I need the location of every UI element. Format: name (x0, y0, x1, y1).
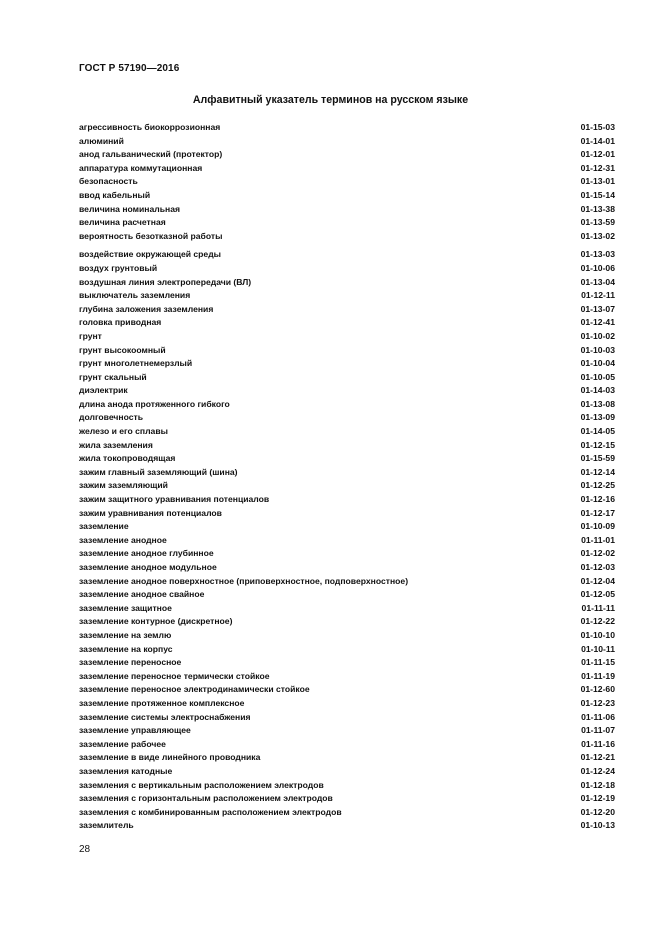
index-entry (79, 765, 615, 779)
index-entry (79, 588, 615, 602)
index-entry (79, 602, 615, 616)
index-term: заземления катодные (79, 765, 173, 776)
index-entry (79, 643, 615, 657)
index-entry (79, 670, 615, 684)
index-entry (79, 121, 615, 135)
index-entry (79, 148, 615, 162)
index-term: грунт высокоомный (79, 344, 166, 355)
index-code: 01-13-09 (580, 412, 615, 423)
index-entry (79, 330, 615, 344)
index-term: долговечность (79, 412, 143, 423)
index-entry (79, 289, 615, 303)
index-entry (79, 629, 615, 643)
index-entry (79, 411, 615, 425)
index-code: 01-12-23 (580, 697, 615, 708)
index-code: 01-11-16 (581, 738, 615, 749)
index-entry (79, 724, 615, 738)
index-term: безопасность (79, 176, 138, 187)
index-code: 01-10-10 (580, 629, 615, 640)
index-term: заземление на землю (79, 629, 172, 640)
index-code: 01-12-21 (580, 752, 615, 763)
index-code: 01-10-13 (580, 820, 615, 831)
index-term: заземление контурное (дискретное) (79, 616, 233, 627)
index-entry (79, 189, 615, 203)
index-entry (79, 711, 615, 725)
index-code: 01-12-02 (580, 548, 615, 559)
index-entry (79, 439, 615, 453)
index-term: заземление (79, 521, 129, 532)
index-term: алюминий (79, 135, 124, 146)
index-entry (79, 452, 615, 466)
index-term: заземления с горизонтальным расположением электродов (79, 793, 333, 804)
index-entry (79, 230, 615, 244)
index-term: воздушная линия электропередачи (ВЛ) (79, 276, 252, 287)
index-entry (79, 656, 615, 670)
index-code: 01-12-24 (580, 765, 615, 776)
index-term: заземление рабочее (79, 738, 166, 749)
index-term: величина номинальная (79, 203, 180, 214)
index-term: воздействие окружающей среды (79, 249, 222, 260)
index-entry (79, 520, 615, 534)
index-code: 01-15-59 (580, 453, 615, 464)
index-entry (79, 398, 615, 412)
index-code: 01-10-05 (580, 371, 615, 382)
index-entry (79, 779, 615, 793)
index-term: заземление переносное (79, 657, 182, 668)
index-entry (79, 561, 615, 575)
index-code: 01-12-17 (580, 507, 615, 518)
index-term: грунт многолетнемерзлый (79, 358, 193, 369)
index-term: величина расчетная (79, 217, 166, 228)
index-entry (79, 162, 615, 176)
index-entry (79, 344, 615, 358)
index-code: 01-10-09 (580, 521, 615, 532)
index-entry (79, 507, 615, 521)
index-code: 01-12-60 (580, 684, 615, 695)
index-term: заземление анодное (79, 534, 167, 545)
index-term: головка приводная (79, 317, 162, 328)
index-entry (79, 203, 615, 217)
index-entry (79, 806, 615, 820)
index-entry (79, 738, 615, 752)
index-entry (79, 479, 615, 493)
index-code: 01-14-05 (580, 426, 615, 437)
index-entry (79, 547, 615, 561)
index-code: 01-11-15 (581, 657, 615, 668)
term-index-list (79, 121, 615, 833)
index-entry (79, 371, 615, 385)
index-code: 01-13-08 (580, 398, 615, 409)
index-entry (79, 751, 615, 765)
index-code: 01-12-20 (580, 806, 615, 817)
index-term: заземление защитное (79, 602, 172, 613)
index-term: заземление анодное модульное (79, 562, 217, 572)
index-entry (79, 819, 615, 833)
index-entry (79, 683, 615, 697)
index-term: заземления с вертикальным расположением электродов (79, 779, 324, 790)
index-entry (79, 493, 615, 507)
index-term: жила заземления (79, 439, 153, 450)
index-term: выключатель заземления (79, 290, 191, 301)
index-code: 01-12-25 (580, 480, 615, 491)
index-code: 01-12-01 (580, 149, 615, 160)
index-entry (79, 357, 615, 371)
index-entry (79, 175, 615, 189)
index-code: 01-13-38 (580, 203, 615, 214)
index-code: 01-10-04 (580, 358, 615, 369)
index-term: заземление системы электроснабжения (79, 711, 251, 722)
document-header: ГОСТ Р 57190—2016 (79, 63, 180, 74)
index-term: глубина заложения заземления (79, 303, 214, 314)
index-entry (79, 135, 615, 149)
index-code: 01-13-01 (580, 176, 615, 187)
index-entry (79, 425, 615, 439)
page-number: 28 (79, 844, 91, 855)
index-code: 01-12-41 (580, 317, 615, 328)
index-entry (79, 792, 615, 806)
index-code: 01-11-07 (581, 725, 615, 736)
index-code: 01-12-18 (580, 779, 615, 790)
index-code: 01-10-02 (580, 330, 615, 341)
index-entry (79, 384, 615, 398)
index-code: 01-15-14 (580, 189, 615, 200)
index-term: жила токопроводящая (79, 453, 176, 464)
index-term: зажим уравнивания потенциалов (79, 507, 222, 518)
index-term: заземление анодное поверхностное (приповерхностное, подповерхностное) (79, 575, 409, 586)
index-term: агрессивность биокоррозионная (79, 122, 221, 132)
index-code: 01-13-03 (580, 249, 615, 260)
index-code: 01-13-04 (580, 276, 615, 287)
index-code: 01-15-03 (580, 122, 615, 132)
index-term: длина анода протяженного гибкого (79, 398, 230, 409)
index-term: зажим заземляющий (79, 480, 168, 491)
index-code: 01-13-07 (580, 303, 615, 314)
index-entry (79, 534, 615, 548)
index-term: аппаратура коммутационная (79, 162, 203, 173)
index-entry (79, 466, 615, 480)
index-code: 01-12-15 (580, 439, 615, 450)
index-term: заземление в виде линейного проводника (79, 752, 261, 763)
index-term: воздух грунтовый (79, 262, 158, 273)
index-term: заземление анодное свайное (79, 589, 205, 600)
index-code: 01-11-19 (581, 670, 615, 681)
index-term: заземление переносное термически стойкое (79, 670, 270, 681)
index-term: заземление анодное глубинное (79, 548, 214, 559)
index-code: 01-10-03 (580, 344, 615, 355)
index-title: Алфавитный указатель терминов на русском языке (192, 94, 469, 106)
index-code: 01-14-01 (580, 135, 615, 146)
index-code: 01-12-16 (580, 494, 615, 505)
index-term: зажим защитного уравнивания потенциалов (79, 494, 270, 505)
index-term: заземлитель (79, 820, 134, 831)
index-term: анод гальванический (протектор) (79, 149, 223, 160)
index-term: заземление переносное электродинамически стойкое (79, 684, 310, 695)
index-code: 01-12-05 (580, 589, 615, 600)
index-term: железо и его сплавы (79, 426, 168, 437)
index-code: 01-11-06 (581, 711, 615, 722)
index-entry (79, 276, 615, 290)
index-code: 01-12-04 (580, 575, 615, 586)
index-code: 01-12-31 (580, 162, 615, 173)
index-entry (79, 575, 615, 589)
index-code: 01-13-02 (580, 230, 615, 241)
index-code: 01-11-01 (581, 534, 615, 545)
index-term: заземление на корпус (79, 643, 173, 654)
index-entry (79, 248, 615, 262)
index-entry (79, 216, 615, 230)
index-term: грунт скальный (79, 371, 147, 382)
index-code: 01-11-11 (581, 602, 615, 613)
index-code: 01-12-03 (580, 562, 615, 572)
index-term: ввод кабельный (79, 189, 151, 200)
index-term: заземления с комбинированным расположением электродов (79, 806, 342, 817)
index-term: заземление управляющее (79, 725, 191, 736)
index-entry (79, 697, 615, 711)
index-code: 01-14-03 (580, 385, 615, 396)
index-term: диэлектрик (79, 385, 128, 396)
index-term: зажим главный заземляющий (шина) (79, 466, 238, 477)
index-term: вероятность безотказной работы (79, 230, 223, 241)
index-code: 01-10-11 (581, 643, 615, 654)
index-term: заземление протяженное комплексное (79, 697, 245, 708)
index-code: 01-12-22 (580, 616, 615, 627)
index-code: 01-10-06 (580, 262, 615, 273)
index-entry (79, 615, 615, 629)
index-term: грунт (79, 330, 102, 341)
index-code: 01-13-59 (580, 217, 615, 228)
index-code: 01-12-14 (580, 466, 615, 477)
index-code: 01-12-11 (581, 290, 615, 301)
index-entry (79, 303, 615, 317)
index-code: 01-12-19 (580, 793, 615, 804)
index-entry (79, 316, 615, 330)
index-entry (79, 262, 615, 276)
